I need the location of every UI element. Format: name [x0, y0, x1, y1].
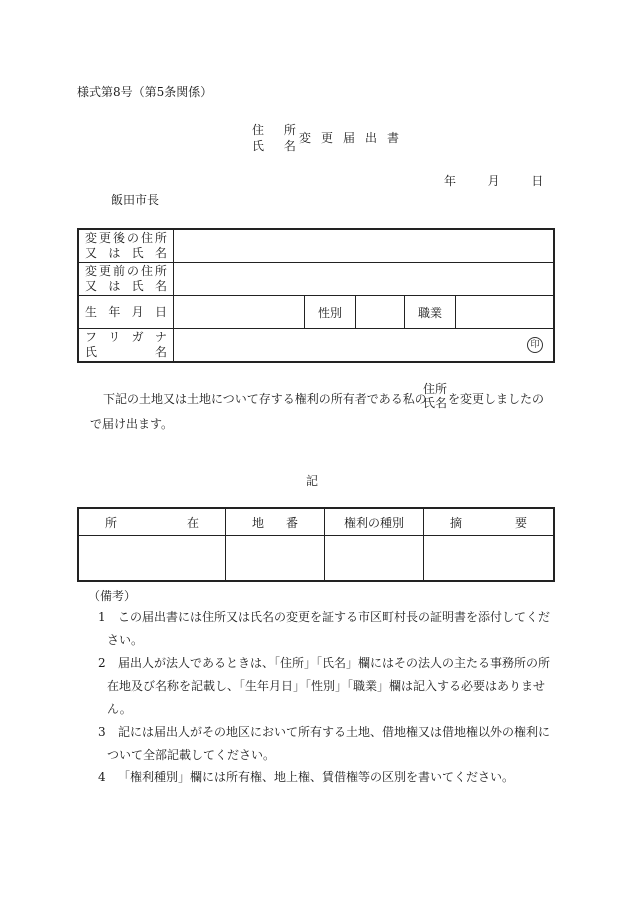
label-old-address [78, 263, 174, 296]
header-char: 要 [514, 515, 527, 530]
land-table-header [78, 508, 554, 536]
notes-heading: （備考） [88, 589, 137, 603]
cell-right-type[interactable] [325, 536, 424, 582]
title-main: 変更届出書 [299, 131, 410, 145]
note-item [98, 606, 558, 652]
statement-name: 氏名 [423, 396, 448, 410]
label-char: 年 [108, 304, 121, 319]
note-number: 2 [98, 656, 106, 670]
header-char: 在 [186, 515, 199, 530]
label-furigana-name [78, 329, 174, 363]
statement-part1: 下記の土地又は土地について存する権利の所有者である私の [103, 392, 427, 406]
label-char: 氏 [131, 246, 144, 260]
header-summary [424, 508, 555, 536]
label-char: 氏 [85, 345, 98, 359]
label-char: 名 [154, 345, 167, 359]
label-char: 所 [154, 231, 167, 245]
label-char: リ [108, 330, 121, 344]
label-char: 氏 [131, 279, 144, 293]
label-new-address [78, 229, 174, 263]
note-number: 4 [98, 770, 106, 784]
field-name[interactable] [174, 329, 555, 363]
title-address: 住 所 [252, 123, 304, 137]
header-char: 番 [285, 515, 298, 530]
label-char: 変 [85, 231, 98, 245]
field-birthdate[interactable] [174, 296, 305, 329]
form-number: 様式第8号（第5条関係） [77, 85, 213, 99]
label-char: 所 [154, 264, 167, 278]
cell-lot-number[interactable] [226, 536, 325, 582]
form-title [252, 121, 422, 155]
header-char: 地 [252, 515, 265, 530]
note-text: この届出書には住所又は氏名の変更を証する市区町村長の証明書を添付してくだ [118, 610, 551, 624]
cell-summary[interactable] [424, 536, 555, 582]
label-char: 名 [154, 246, 167, 260]
note-text: 在地及び名称を記載し、「生年月日」「性別」「職業」欄は記入する必要はありませ [107, 679, 546, 693]
label-char: は [108, 279, 121, 293]
field-old-address[interactable] [174, 263, 555, 296]
statement-part2: を変更しましたの [448, 392, 545, 406]
header-right-type: 権利の種別 [325, 508, 424, 536]
note-number: 1 [98, 610, 106, 624]
row-old-address [78, 263, 554, 296]
label-gender: 性別 [305, 296, 356, 329]
label-char: フ [85, 330, 98, 344]
land-table [77, 507, 555, 582]
label-char: 月 [131, 304, 144, 319]
label-char: 住 [140, 264, 153, 278]
label-birthdate [78, 296, 174, 329]
note-number: 3 [98, 725, 106, 739]
label-char: ガ [131, 330, 144, 344]
note-text: さい。 [107, 633, 144, 647]
label-char: 又 [85, 246, 98, 260]
row-new-address [78, 229, 554, 263]
addressee: 飯田市長 [111, 193, 160, 207]
label-char: は [108, 246, 121, 260]
statement-address: 住所 [423, 382, 448, 396]
label-char: 更 [98, 231, 111, 245]
label-char: の [126, 264, 139, 278]
cell-location[interactable] [78, 536, 226, 582]
note-text: ん。 [107, 702, 132, 716]
date-line [444, 172, 543, 189]
row-name [78, 329, 554, 363]
label-char: ナ [154, 330, 167, 344]
statement-part3: で届け出ます。 [90, 417, 174, 431]
header-lot-number [226, 508, 325, 536]
field-new-address[interactable] [174, 229, 555, 263]
header-char: 所 [105, 515, 118, 530]
label-char: 更 [98, 264, 111, 278]
label-char: 名 [154, 279, 167, 293]
label-char: 住 [140, 231, 153, 245]
date-year: 年 [444, 174, 457, 188]
note-item [98, 721, 558, 767]
label-char: 又 [85, 279, 98, 293]
note-text: 届出人が法人であるときは、「住所」「氏名」欄にはその法人の主たる事務所の所 [118, 656, 551, 670]
header-char: 摘 [450, 515, 463, 530]
label-occupation: 職業 [405, 296, 456, 329]
applicant-table [77, 228, 555, 363]
field-gender[interactable] [356, 296, 405, 329]
date-month: 月 [487, 174, 500, 188]
label-char: 後 [112, 231, 125, 245]
label-char: 生 [85, 304, 98, 319]
label-char: の [126, 231, 139, 245]
land-table-row [78, 536, 554, 582]
label-char: 変 [85, 264, 98, 278]
seal-mark-icon: 印 [527, 337, 543, 353]
header-location [78, 508, 226, 536]
title-name: 氏 名 [252, 139, 304, 153]
note-item [98, 652, 558, 721]
note-text: ついて全部記載してください。 [107, 748, 276, 762]
label-char: 前 [112, 264, 125, 278]
note-item [98, 766, 558, 789]
row-birthdate [78, 296, 554, 329]
statement-stacked [423, 382, 447, 410]
ki-heading: 記 [306, 474, 319, 488]
note-text: 「権利種別」欄には所有権、地上権、賃借権等の区別を書いてください。 [118, 770, 515, 784]
note-text: 記には届出人がその地区において所有する土地、借地権又は借地権以外の権利に [118, 725, 551, 739]
label-char: 日 [154, 304, 167, 319]
date-day: 日 [531, 174, 544, 188]
field-occupation[interactable] [456, 296, 555, 329]
